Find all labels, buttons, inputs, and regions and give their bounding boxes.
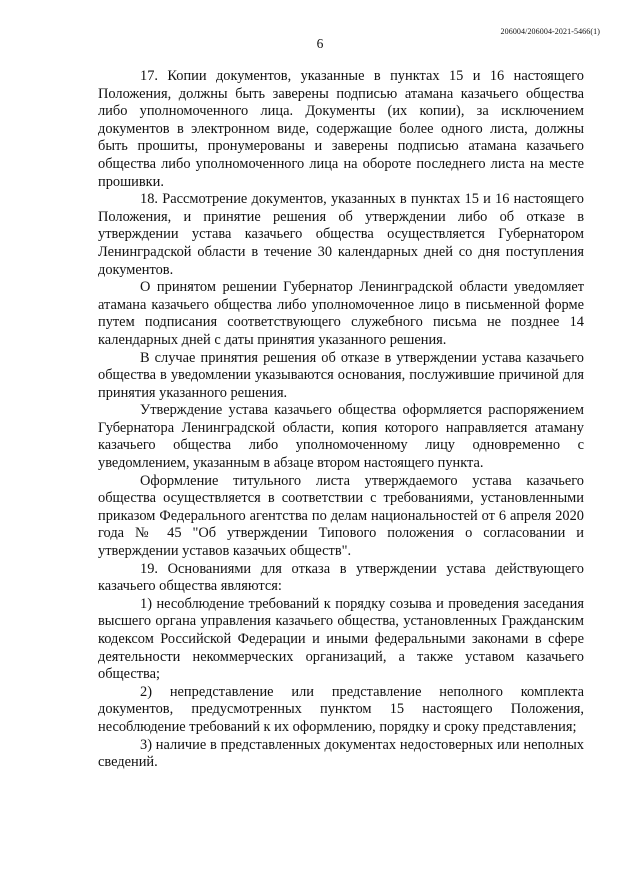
paragraph-17: 17. Копии документов, указанные в пунктах 15 и 16 настоящего Положения, должны быть заверены подписью атамана казачьего общества либо уполномоченного лица. Документы (их копии), за исключением документов в электронном виде, содержащие более одного листа, должны быть прошиты, пронумерованы и заверены подписью атамана казачьего общества либо уполномоченного лица на обороте последнего листа на месте прошивки. bbox=[98, 68, 584, 190]
paragraph-19-item-2: 2) непредставление или представление неполного комплекта документов, предусмотренных пунктом 15 настоящего Положения, несоблюдение требований к их оформлению, порядку и сроку представления; bbox=[98, 683, 584, 735]
paragraph-19: 19. Основаниями для отказа в утверждении устава действующего казачьего общества являются: bbox=[98, 560, 584, 595]
paragraph-18: 18. Рассмотрение документов, указанных в пунктах 15 и 16 настоящего Положения, и принятие решения об утверждении либо об отказе в утверждении устава казачьего общества осуществляется Губернатором Ленинградской области в течение 30 календарных дней со дня поступления документов. bbox=[98, 191, 584, 278]
paragraph-19-item-1: 1) несоблюдение требований к порядку созыва и проведения заседания высшего органа управления казачьего общества, установленных Гражданским кодексом Российской Федерации и иными федеральными законами в сфере деятельности некоммерческих организаций, а также уставом казачьего общества; bbox=[98, 595, 584, 683]
paragraph-18-decision: О принятом решении Губернатор Ленинградской области уведомляет атамана казачьего общества либо уполномоченное лицо в письменной форме путем подписания соответствующего служебного письма не позднее 14 календарных дней с даты принятия указанного решения. bbox=[98, 279, 584, 348]
paragraph-18-refusal: В случае принятия решения об отказе в утверждении устава казачьего общества в уведомлении указываются основания, послужившие причиной для принятия указанного решения. bbox=[98, 349, 584, 401]
paragraph-19-item-3: 3) наличие в представленных документах недостоверных или неполных сведений. bbox=[98, 736, 584, 771]
document-body bbox=[98, 68, 584, 772]
paragraph-18-approval: Утверждение устава казачьего общества оформляется распоряжением Губернатора Ленинградской области, копия которого направляется атаману казачьего общества либо уполномоченному лицу одновременно с уведомлением, указанным в абзаце втором настоящего пункта. bbox=[98, 402, 584, 472]
paragraph-18-title-sheet: Оформление титульного листа утверждаемого устава казачьего общества осуществляется в соответствии с требованиями, установленными приказом Федерального агентства по делам национальностей от 6 апреля 2020 года № 45 "Об утверждении Типового положения о согласовании и утверждении уставов казачьих обществ". bbox=[98, 472, 584, 560]
page-number: 6 bbox=[316, 36, 324, 51]
document-id: 206004/206004-2021-5466(1) bbox=[500, 27, 600, 36]
